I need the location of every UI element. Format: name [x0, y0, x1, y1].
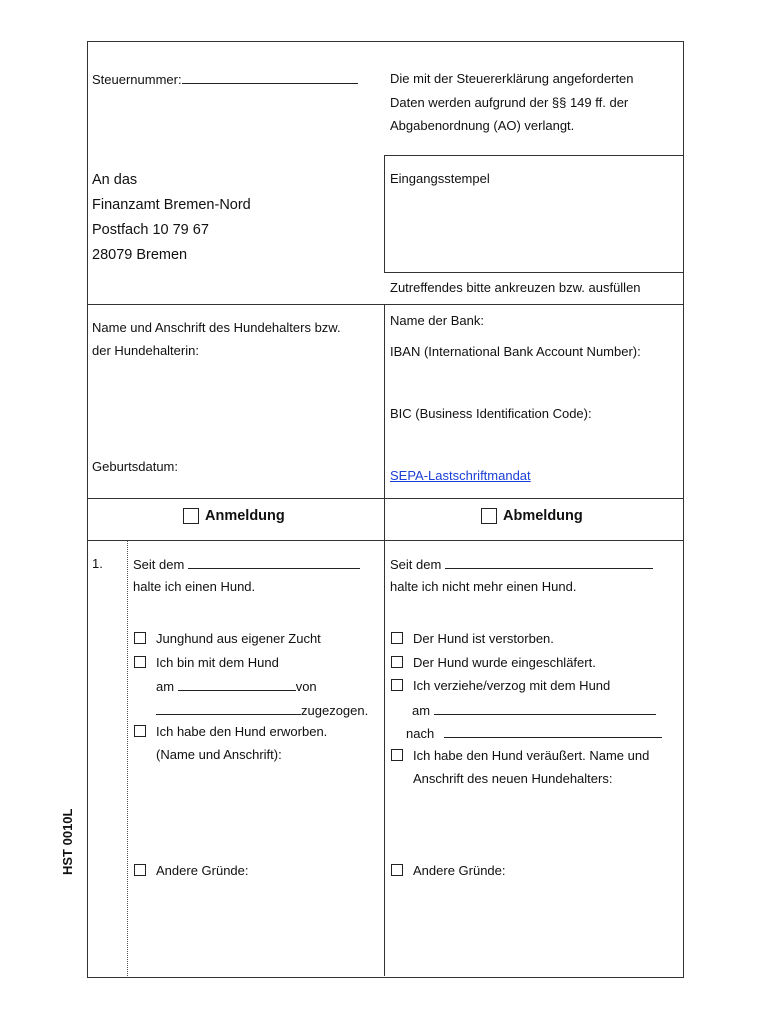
birth-date-label: Geburtsdatum:: [92, 459, 178, 474]
right-nach-row: nach: [406, 725, 662, 742]
left-von-field[interactable]: [156, 702, 301, 715]
notice-line-3: Abgabenordnung (AO) verlangt.: [390, 118, 575, 133]
eingeschlaefert-checkbox[interactable]: [391, 656, 403, 668]
eingeschlaefert-label: Der Hund wurde eingeschläfert.: [413, 655, 596, 670]
anmeldung-heading: Anmeldung: [205, 508, 285, 524]
item-number: 1.: [92, 556, 103, 571]
right-seit-dem-field[interactable]: [445, 556, 653, 569]
right-halte: halte ich nicht mehr einen Hund.: [390, 579, 577, 594]
abmeldung-heading: Abmeldung: [503, 508, 583, 524]
form-code: HST 0010L: [60, 808, 75, 875]
instruction-text: Zutreffendes bitte ankreuzen bzw. ausfüllen: [390, 280, 641, 295]
left-zugezogen-row: zugezogen.: [156, 702, 368, 719]
veraeussert-label: Ich habe den Hund veräußert. Name und: [413, 748, 650, 763]
left-am-field[interactable]: [178, 678, 296, 691]
right-other-checkbox[interactable]: [391, 864, 403, 876]
sepa-link[interactable]: SEPA-Lastschriftmandat: [390, 468, 531, 483]
left-other-label: Andere Gründe:: [156, 863, 249, 878]
erworben-label: Ich habe den Hund erworben.: [156, 724, 328, 739]
verstorben-label: Der Hund ist verstorben.: [413, 631, 554, 646]
verstorben-checkbox[interactable]: [391, 632, 403, 644]
bank-name-label: Name der Bank:: [390, 313, 484, 328]
zugezogen-checkbox[interactable]: [134, 656, 146, 668]
veraeussert-sub-label: Anschrift des neuen Hundehalters:: [413, 771, 613, 786]
zugezogen-label: Ich bin mit dem Hund: [156, 655, 279, 670]
steuernummer-label: Steuernummer:: [92, 71, 358, 88]
junghund-label: Junghund aus eigener Zucht: [156, 631, 321, 646]
abmeldung-checkbox[interactable]: [481, 508, 497, 524]
junghund-checkbox[interactable]: [134, 632, 146, 644]
left-seit-dem: Seit dem: [133, 556, 360, 573]
bic-label: BIC (Business Identification Code):: [390, 406, 592, 421]
erworben-checkbox[interactable]: [134, 725, 146, 737]
anmeldung-checkbox[interactable]: [183, 508, 199, 524]
owner-name-label-2: der Hundehalterin:: [92, 343, 199, 358]
verziehe-checkbox[interactable]: [391, 679, 403, 691]
left-halte: halte ich einen Hund.: [133, 579, 256, 594]
iban-label: IBAN (International Bank Account Number):: [390, 344, 641, 359]
right-seit-dem: Seit dem: [390, 556, 653, 573]
verziehe-label: Ich verziehe/verzog mit dem Hund: [413, 678, 611, 693]
left-am-row: am von: [156, 679, 317, 694]
right-am-field[interactable]: [434, 702, 656, 715]
left-other-checkbox[interactable]: [134, 864, 146, 876]
left-seit-dem-field[interactable]: [188, 556, 360, 569]
owner-name-label-1: Name und Anschrift des Hundehalters bzw.: [92, 320, 341, 335]
erworben-sub-label: (Name und Anschrift):: [156, 747, 282, 762]
right-other-label: Andere Gründe:: [413, 863, 506, 878]
stamp-label: Eingangsstempel: [390, 171, 490, 186]
right-am-row: am: [412, 702, 656, 719]
notice-line-2: Daten werden aufgrund der §§ 149 ff. der: [390, 95, 629, 110]
veraeussert-checkbox[interactable]: [391, 749, 403, 761]
right-nach-field[interactable]: [444, 725, 662, 738]
address-line-2: Finanzamt Bremen-Nord: [92, 197, 251, 213]
address-line-1: An das: [92, 172, 138, 188]
notice-line-1: Die mit der Steuererklärung angeforderten: [390, 71, 634, 86]
steuernummer-field[interactable]: [182, 71, 358, 84]
address-line-4: 28079 Bremen: [92, 247, 188, 263]
address-line-3: Postfach 10 79 67: [92, 222, 209, 238]
